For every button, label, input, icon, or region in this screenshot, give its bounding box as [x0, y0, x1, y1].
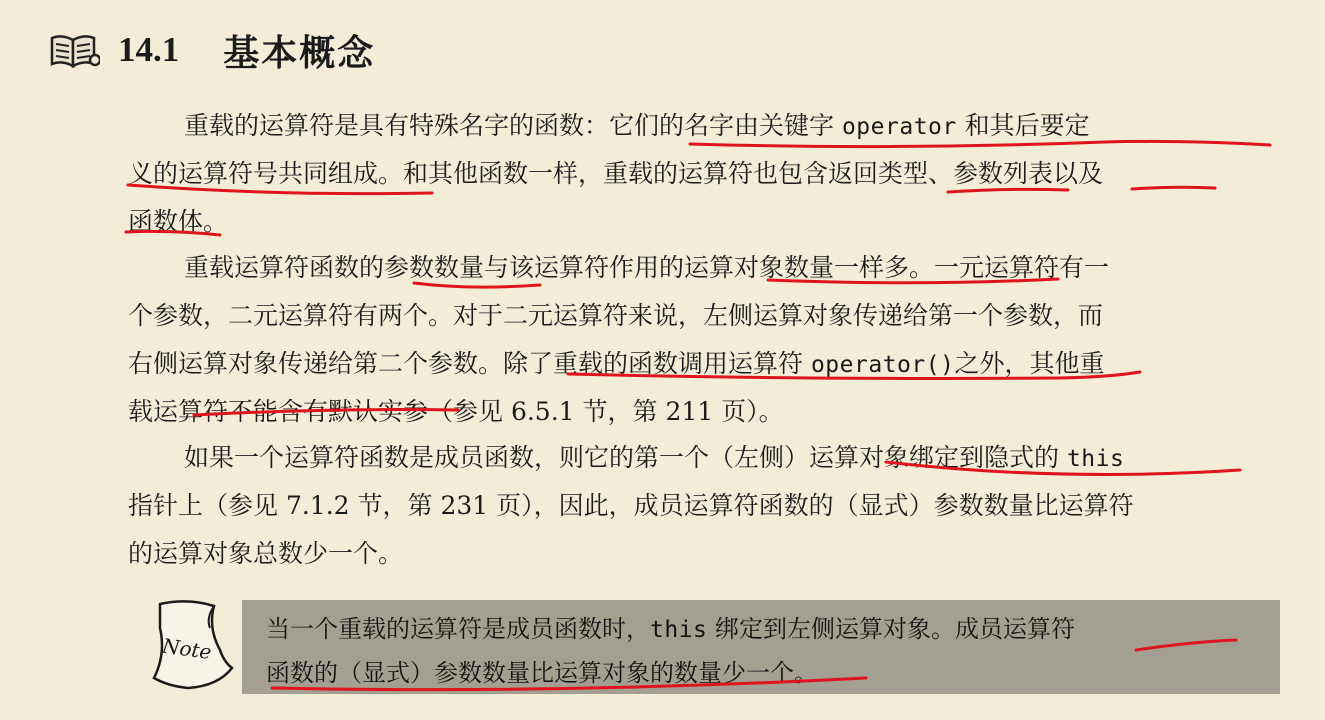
- text-run: 义的运算符号共同组成。和其他函数一样，重载的运算符也包含返回类型、参数列表以及: [128, 159, 1104, 188]
- paragraph-line: [128, 530, 1278, 578]
- note-callout: [148, 594, 1280, 698]
- text-run: 当一个重载的运算符是成员函数时，: [266, 615, 650, 643]
- paragraph-2: [128, 244, 1278, 436]
- text-run: 之外，其他重: [954, 349, 1105, 378]
- paragraph-line: [128, 198, 1278, 246]
- text-run: 函数的（显式）参数数量比运算对象的数量少一个。: [266, 659, 818, 687]
- text-run: 重载运算符函数的参数数量与该运算符作用的运算对象数量一样多。一元运算符有一: [184, 253, 1110, 282]
- paragraph-line: [128, 150, 1278, 198]
- text-run: 绑定到左侧运算对象。成员运算符: [707, 615, 1076, 643]
- text-run: 如果一个运算符函数是成员函数，则它的第一个（左侧）运算对象绑定到隐式的: [184, 443, 1067, 472]
- text-run: 和其后要定: [956, 111, 1090, 140]
- note-label: Note: [160, 633, 214, 665]
- note-paper-icon: [148, 598, 238, 694]
- paragraph-line: [128, 292, 1278, 340]
- paragraph-line: [128, 340, 1278, 388]
- text-run: 右侧运算对象传递给第二个参数。除了重载的函数调用运算符: [128, 349, 811, 378]
- note-line: [266, 652, 1280, 695]
- note-line: [266, 608, 1280, 652]
- note-box: [242, 600, 1280, 694]
- paragraph-line: [128, 244, 1278, 292]
- text-run: 函数体。: [128, 207, 229, 236]
- paragraph-line: [128, 482, 1278, 530]
- section-title: 基本概念: [223, 32, 376, 74]
- open-book-icon: [48, 30, 100, 70]
- section-number: 14.1: [118, 30, 180, 69]
- paragraph-1: [128, 102, 1278, 246]
- text-run: 重载的运算符是具有特殊名字的函数：它们的名字由关键字: [184, 111, 842, 140]
- keyword-operator-call: operator(): [810, 352, 955, 378]
- keyword-this: this: [1066, 446, 1125, 472]
- keyword-operator: operator: [841, 114, 957, 140]
- text-run: 指针上（参见 7.1.2 节，第 231 页），因此，成员运算符函数的（显式）参数数量比运算符: [128, 491, 1134, 520]
- section-heading: [48, 20, 375, 80]
- text-run: 的运算对象总数少一个。: [128, 539, 404, 568]
- paragraph-line: [128, 102, 1278, 150]
- paragraph-line: [128, 388, 1278, 436]
- keyword-this: this: [650, 617, 708, 643]
- paragraph-3: [128, 434, 1278, 578]
- text-run: 载运算符不能含有默认实参（参见 6.5.1 节，第 211 页）。: [128, 397, 784, 426]
- paragraph-line: [128, 434, 1278, 482]
- text-run: 个参数，二元运算符有两个。对于二元运算符来说，左侧运算对象传递给第一个参数，而: [128, 301, 1104, 330]
